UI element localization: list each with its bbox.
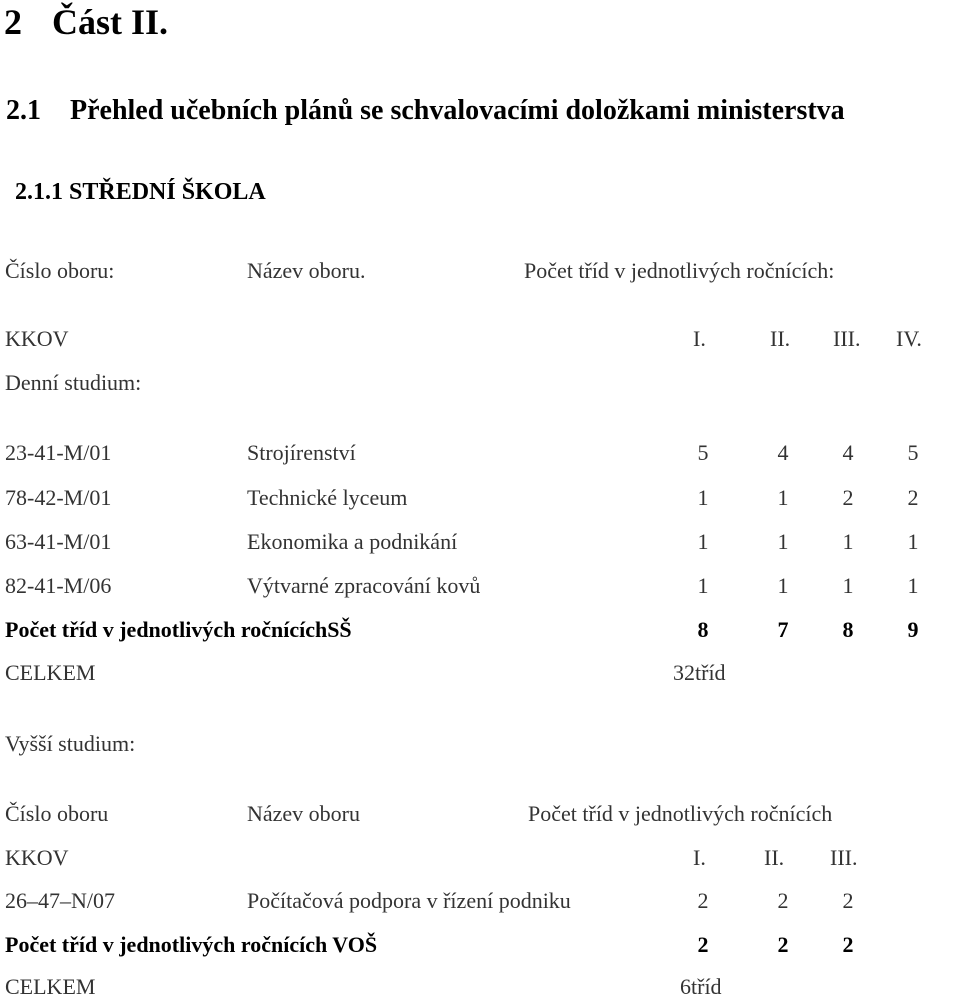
total-value-3: 8 xyxy=(842,617,854,642)
kkov-label: KKOV xyxy=(5,845,69,870)
row-value-1: 1 xyxy=(697,485,709,510)
column-header-count: Počet tříd v jednotlivých ročnících: xyxy=(524,258,835,283)
column-header-code: Číslo oboru: xyxy=(5,258,115,283)
row-name: Výtvarné zpracování kovů xyxy=(247,573,481,598)
row-value-2: 4 xyxy=(777,440,789,465)
total-value-1: 8 xyxy=(697,617,709,642)
row-value-4: 1 xyxy=(907,529,919,554)
total-value-2: 7 xyxy=(777,617,789,642)
grade-header-1: I. xyxy=(693,845,706,870)
row-value-4: 2 xyxy=(907,485,919,510)
celkem-label: CELKEM xyxy=(5,974,96,999)
row-name: Počítačová podpora v řízení podniku xyxy=(247,888,571,913)
total-value-4: 9 xyxy=(907,617,919,642)
row-code: 82-41-M/06 xyxy=(5,573,112,598)
total-label: Počet tříd v jednotlivých ročnícíchSŠ xyxy=(5,617,352,642)
column-header-count: Počet tříd v jednotlivých ročnících xyxy=(528,801,833,826)
row-value-1: 2 xyxy=(697,888,709,913)
row-value-2: 2 xyxy=(777,888,789,913)
total-value-3: 2 xyxy=(842,932,854,957)
total-label: Počet tříd v jednotlivých ročnících VOŠ xyxy=(5,932,378,957)
grade-header-1: I. xyxy=(693,326,706,351)
column-header-name: Název oboru xyxy=(247,801,361,826)
column-header-name: Název oboru. xyxy=(247,258,366,283)
row-value-4: 1 xyxy=(907,573,919,598)
row-code: 78-42-M/01 xyxy=(5,485,112,510)
row-value-2: 1 xyxy=(777,529,789,554)
row-value-2: 1 xyxy=(777,485,789,510)
row-name: Technické lyceum xyxy=(247,485,408,510)
total-value-1: 2 xyxy=(697,932,709,957)
study-type-label: Vyšší studium: xyxy=(5,731,136,756)
chapter-title: Část II. xyxy=(52,2,169,42)
row-value-1: 1 xyxy=(697,529,709,554)
section-title: Přehled učebních plánů se schvalovacími doložkami ministerstva xyxy=(70,95,845,126)
row-code: 63-41-M/01 xyxy=(5,529,112,554)
row-name: Ekonomika a podnikání xyxy=(247,529,458,554)
column-header-code: Číslo oboru xyxy=(5,801,109,826)
celkem-label: CELKEM xyxy=(5,660,96,685)
grade-header-3: III. xyxy=(833,326,861,351)
row-code: 26–47–N/07 xyxy=(5,888,115,913)
row-value-1: 1 xyxy=(697,573,709,598)
row-value-3: 2 xyxy=(842,888,854,913)
kkov-label: KKOV xyxy=(5,326,69,351)
row-code: 23-41-M/01 xyxy=(5,440,112,465)
section-number: 2.1 xyxy=(6,95,41,126)
row-value-3: 1 xyxy=(842,529,854,554)
total-value-2: 2 xyxy=(777,932,789,957)
subsection-title: 2.1.1 STŘEDNÍ ŠKOLA xyxy=(15,179,266,205)
grade-header-4: IV. xyxy=(896,326,922,351)
celkem-value: 32tříd xyxy=(673,660,726,685)
celkem-value: 6tříd xyxy=(680,974,722,999)
chapter-number: 2 xyxy=(4,2,22,42)
row-value-1: 5 xyxy=(697,440,709,465)
grade-header-2: II. xyxy=(770,326,791,351)
row-value-3: 4 xyxy=(842,440,854,465)
grade-header-2: II. xyxy=(764,845,785,870)
row-value-2: 1 xyxy=(777,573,789,598)
row-value-4: 5 xyxy=(907,440,919,465)
grade-header-3: III. xyxy=(830,845,858,870)
row-value-3: 1 xyxy=(842,573,854,598)
row-name: Strojírenství xyxy=(247,440,356,465)
study-type-label: Denní studium: xyxy=(5,370,142,395)
row-value-3: 2 xyxy=(842,485,854,510)
